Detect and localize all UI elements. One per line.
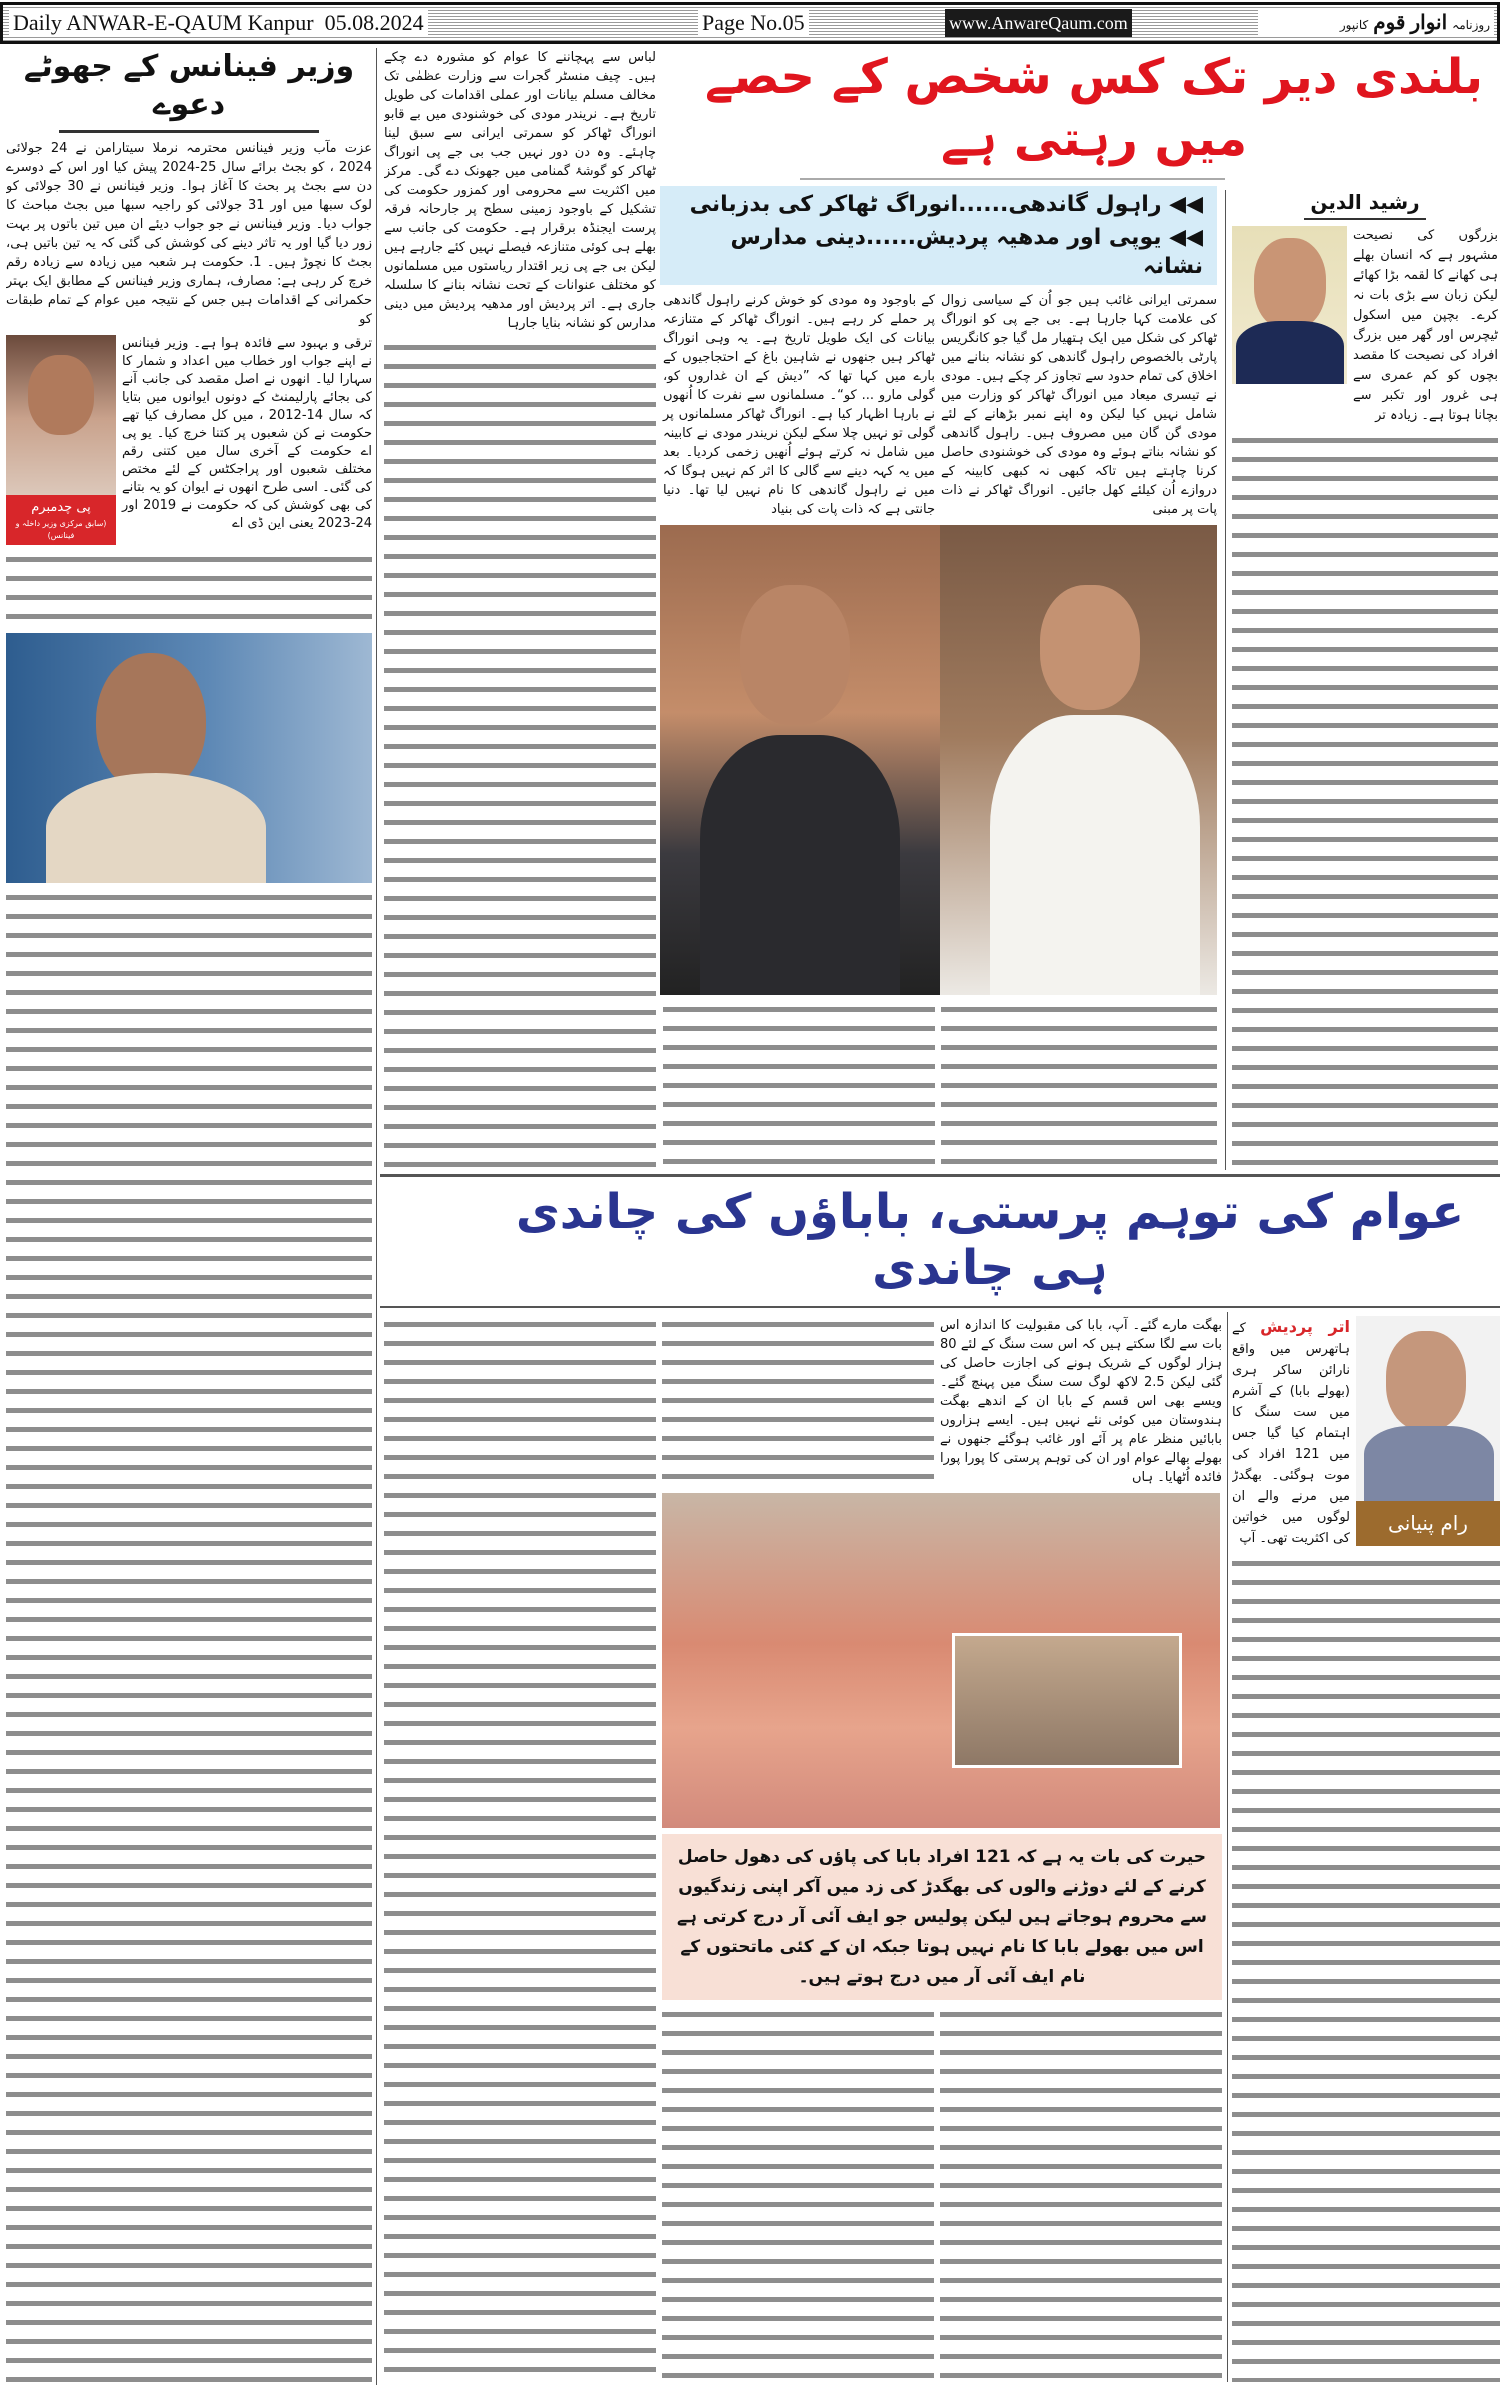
- rahul-gandhi-photo: [940, 525, 1217, 995]
- saree-shape: [46, 773, 266, 883]
- finance-article: [6, 48, 372, 2382]
- top-article-col2-text: سمرتی ایرانی غائب ہیں جو اُن کے سیاسی زوال کی علامت کہا جارہا ہے۔ بی جے پی کو انوراگ ٹھاکر کی شکل میں ایک ہتھیار مل گیا جو کانگریس پارٹی بالخصوص راہول گاندھی کو نشانہ بنانے میں اخلاق کی تمام حدود سے تجاوز کر چکے ہیں۔ مودی نے تیسری میعاد میں انوراگ ٹھاکر کو وزارت میں شامل نہیں کیا لیکن وہ اپنے نمبر بڑھانے کے لئے مودی گن گان میں مصروف ہیں۔ راہول گاندھی کو نشانہ بناتے ہوئے وہ مودی کی خوشنودی حاصل کرنا چاہتے ہیں تاکہ کبھی نہ کبھی کابینہ کے دروازے اُن کیلئے کھل جائیں۔ انوراگ ٹھاکر نے ذات پات پر مبنی: [941, 293, 1217, 517]
- lead-row: [1232, 1316, 1500, 1549]
- highlight-item: ◀◀ یوپی اور مدھیہ پردیش......دینی مدارس نشانہ: [730, 225, 1203, 279]
- body-text-block: [663, 1001, 935, 1170]
- bottom-article-lead: اتر پردیش کے ہاتھرس میں واقع نارائن ساکر ہری (بھولے بابا) کے آشرم میں ست سنگ کا اہتمام کیا گیا جس میں 121 افراد کی موت ہوگئی۔ بھگدڑ میں مرنے والے ان لوگوں میں خواتین کی اکثریت تھی۔ آپ: [1232, 1317, 1350, 1546]
- author-tag: [6, 495, 116, 545]
- top-article-middle: [660, 186, 1217, 1170]
- body-text-block: [1232, 432, 1498, 1168]
- lower-text-columns: [660, 1001, 1217, 1170]
- body-text-block: [940, 2006, 1222, 2382]
- finance-article-intro: عزت مآب وزیر فینانس محترمہ نرملا سیتارامن نے 24 جولائی 2024 ، کو بجٹ برائے سال 25-2024 پیش کیا اور اس کے دوسرے دن سے بجٹ پر بحث کا آغاز ہوا۔ وزیر فینانس نے 30 جولائی کو لوک سبھا میں اور 31 جولائی کو راجیہ سبھا میں بجٹ مباحث کا جواب دیا۔ وزیر فینانس نے جو جواب دیئے ان میں تین باتوں پر بہت زور دیا گیا اور یہ تاثر دینے کی کوشش کی گئی کہ یہ تین باتیں ہی، بجٹ کا نچوڑ ہیں۔ 1. حکومت ہر شعبہ میں زیادہ سے زیادہ رقم خرچ کر رہی ہے: مصارف، ہماری وزیر فینانس کے مطابق ایک بہتر حکمرانی کے اقدامات ہیں جس کے نتیجہ میں عوام کے تمام طبقات کو: [6, 141, 372, 327]
- finance-text-beside-photo: ترقی و بہبود سے فائدہ ہوا ہے۔ وزیر فینانس نے اپنے جواب اور خطاب میں اعداد و شمار کا سہارا لیا۔ انھوں نے اصل مقصد کی جانب آنے کی بجائے پارلیمنٹ کے دونوں ایوانوں میں بتایا کہ سال 14-2012 ، میں کل مصارف کیا تھے حکومت نے کن شعبوں پر کتنا خرچ کیا۔ یو پی اے حکومت کے آخری سال میں کتنی رقم مختلف شعبوں اور پراجکٹس کے لئے مختص کی گئی۔ اسی طرح انھوں نے ایوان کو یہ بتانے کی بھی کوشش کی کہ حکومت نے 2019 اور 24-2023 یعنی این ڈی اے: [122, 336, 372, 531]
- section-separator: [380, 1306, 1500, 1308]
- paper-name-text: Daily ANWAR-E-QAUM Kanpur: [13, 10, 314, 35]
- chidambaram-photo: [6, 335, 116, 545]
- bottom-article-middle: [662, 1316, 1222, 2382]
- satsang-crowd-photo: [662, 1493, 1220, 1828]
- anurag-thakur-photo: [660, 525, 940, 995]
- dateline: اتر پردیش: [1260, 1317, 1350, 1336]
- body-text-block: [1232, 1555, 1500, 2382]
- masthead-title: انوار قوم: [1373, 12, 1448, 34]
- masthead-city: کانپور: [1339, 18, 1369, 32]
- headline-rule: [59, 130, 319, 133]
- under-box-columns: [660, 291, 1217, 519]
- bottom-headline: عوام کی توہم پرستی، باباؤں کی چاندی ہی چاندی: [515, 1184, 1465, 1296]
- face-shape: [740, 585, 850, 725]
- masthead-prefix: روزنامہ: [1452, 18, 1490, 32]
- tshirt-shape: [990, 715, 1200, 995]
- body-text-block: [6, 551, 372, 627]
- highlight-item: ◀◀ راہول گاندھی......انوراگ ٹھاکر کی بدزبانی: [689, 192, 1203, 217]
- face-shape: [1386, 1331, 1466, 1431]
- website-link[interactable]: www.AnwareQaum.com: [945, 9, 1132, 37]
- face-shape: [1040, 585, 1140, 710]
- top-article-lead: بزرگوں کی نصیحت مشہور ہے کہ انسان بھلے ہی کھانے کا لقمہ بڑا کھائے لیکن زبان سے بڑی بات نہ کرے۔ بچپن میں اسکول ٹیچرس اور گھر میں بزرگ افراد کی نصیحت کا مقصد بچوں کو کم عمری سے ہی غرور اور تکبر سے بچانا ہوتا ہے۔ زیادہ تر: [1353, 228, 1498, 423]
- body-text-block: [662, 1316, 934, 1487]
- top-article-col1-text: لباس سے پہچاننے کا عوام کو مشورہ دے چکے ہیں۔ چیف منسٹر گجرات سے وزارت عظمٰی تک مخالف مسلم بیانات اور عملی اقدامات کی طویل تاریخ ہے۔ نریندر مودی کی خوشنودی میں بے قابو انوراگ ٹھاکر کو سمرتی ایرانی سے سبق لینا چاہئے۔ وہ دن دور نہیں جب بی جے پی انوراگ ٹھاکر کو گوشۂ گمنامی میں جھونک دے گی۔ مرکز میں اکثریت سے محرومی اور کمزور حکومت کی تشکیل کے باوجود زمینی سطح پر جارحانہ فرقہ پرست ایجنڈہ برقرار ہے۔ حکومت کی جانب سے بھلے ہی کوئی متنازعہ فیصلے نہیں کئے جارہے ہیں لیکن بی جے پی زیر اقتدار ریاستوں میں مسلمانوں کو مختلف عنوانات کے تحت نشانہ بنانے کا سلسلہ جاری ہے۔ اتر پردیش اور مدھیہ پردیش میں دینی مدارس کو نشانہ بنایا جارہا: [384, 50, 656, 331]
- author-tag: رام پنیانی: [1356, 1501, 1500, 1546]
- face-shape: [28, 355, 94, 435]
- author-title: (سابق مرکزی وزیر داخلہ و فینانس): [15, 519, 107, 540]
- lead-row: [1232, 226, 1498, 426]
- author-row: [6, 335, 372, 545]
- column-divider: [1225, 190, 1226, 1170]
- photo-caption: حیرت کی بات یہ ہے کہ 121 افراد بابا کی پاؤں کی دھول حاصل کرنے کے لئے دوڑنے والوں کی بھگدڑ کی زد میں آکر اپنی زندگیوں سے محروم ہوجاتے ہیں لیکن پولیس جو ایف آئی آر درج کرتی ہے اس میں بھولے بابا کا نام نہیں ہوتا جبکہ ان کے کئی ماتحتوں کے نام ایف آئی آر میں درج ہوتے ہیں۔: [662, 1834, 1222, 2000]
- highlights-box: [660, 186, 1217, 285]
- body-text-block: [941, 1001, 1217, 1170]
- column-divider: [1227, 1312, 1228, 2382]
- shirt-shape: [1364, 1426, 1494, 1506]
- top-article-right-column: [1232, 190, 1498, 1168]
- face-shape: [96, 653, 206, 793]
- body-text-block: [662, 2006, 934, 2382]
- paper-name: [9, 9, 428, 37]
- jacket-shape: [700, 735, 900, 995]
- rasheeduddin-photo: [1232, 226, 1347, 384]
- body-text-block: [384, 1316, 656, 2382]
- finance-headline: وزیر فینانس کے جھوٹے دعوے: [23, 49, 355, 122]
- headline-rule: [800, 178, 1225, 180]
- suit-shape: [1236, 321, 1344, 384]
- masthead: [1258, 9, 1494, 37]
- top-headline: بلندی دیر تک کس شخص کے حصے میں رہتی ہے: [705, 49, 1483, 167]
- face-shape: [1254, 238, 1326, 330]
- bottom-article-col2-text: بھگت مارے گئے۔ آپ، بابا کی مقبولیت کا اندازہ اس بات سے لگا سکتے ہیں کہ اس ست سنگ کے لئے 80 ہزار لوگوں کے شریک ہونے کی اجازت حاصل کی گئی لیکن 2.5 لاکھ لوگ ست سنگ میں پہنچ گئے۔ ویسے بھی اس قسم کے بابا ان کے اندھے بھگت ہندوستان میں کوئی نئے نہیں ہیں۔ ایسے ہزاروں بابائیں منظر عام پر آئے اور غائب ہوگئے جنھوں نے بھولے بھالے عوام اور ان کی توہم پرستی کا پورا پورا فائدہ اُٹھایا۔ ہاں: [940, 1318, 1222, 1485]
- page-number: Page No.05: [698, 9, 809, 37]
- top-article-col1: [384, 48, 656, 1168]
- column-divider: [376, 48, 377, 2385]
- top-photo: [660, 525, 1217, 995]
- body-text-block: [6, 889, 372, 2382]
- ram-puniyani-photo: [1356, 1316, 1500, 1546]
- upper-text-columns: [662, 1316, 1222, 1487]
- body-text-block: [384, 339, 656, 1168]
- byline: رشید الدین: [1304, 190, 1425, 220]
- inset-stampede-photo: [952, 1633, 1182, 1768]
- issue-date: 05.08.2024: [324, 10, 424, 35]
- section-separator: [380, 1174, 1500, 1177]
- top-article-col3-text: کے باوجود وہ مودی کو خوش کرنے راہول گاندھی پر حملے کر رہے ہیں۔ انوراگ ٹھاکر کے متنازعہ بیانات کی ایک طویل تاریخ ہے۔ یہ وہی انوراگ ٹھاکر ہیں جنھوں نے شاہین باغ کے احتجاجیوں کے بارے میں کہا تھا کہ ”دیش کے ان غداروں کو، گولی مارو ... کو“۔ مسلمانوں سے نفرت کا اُنھوں نے بارہا اظہار کیا ہے۔ انوراگ ٹھاکر مسلمانوں پر گولی تو نہیں چلا سکے لیکن نریندر مودی نے کابینہ میں شامل نہ کرتے ہوئے اُنھیں زخمی کردیا۔ بعد میں یہ کہہ دینے سے گالی کا اثر کم نہیں ہوگا کہ میں نے راہول گاندھی کا نام نہیں لیا تھا۔ دنیا جانتی ہے کہ ذات پات کی بنیاد: [663, 293, 935, 517]
- page-header: [0, 2, 1500, 44]
- lower-text-columns: [662, 2006, 1222, 2382]
- sitharaman-photo: [6, 633, 372, 883]
- bottom-article-right-column: [1232, 1316, 1500, 2382]
- author-name: پی چدمبرم: [31, 500, 91, 515]
